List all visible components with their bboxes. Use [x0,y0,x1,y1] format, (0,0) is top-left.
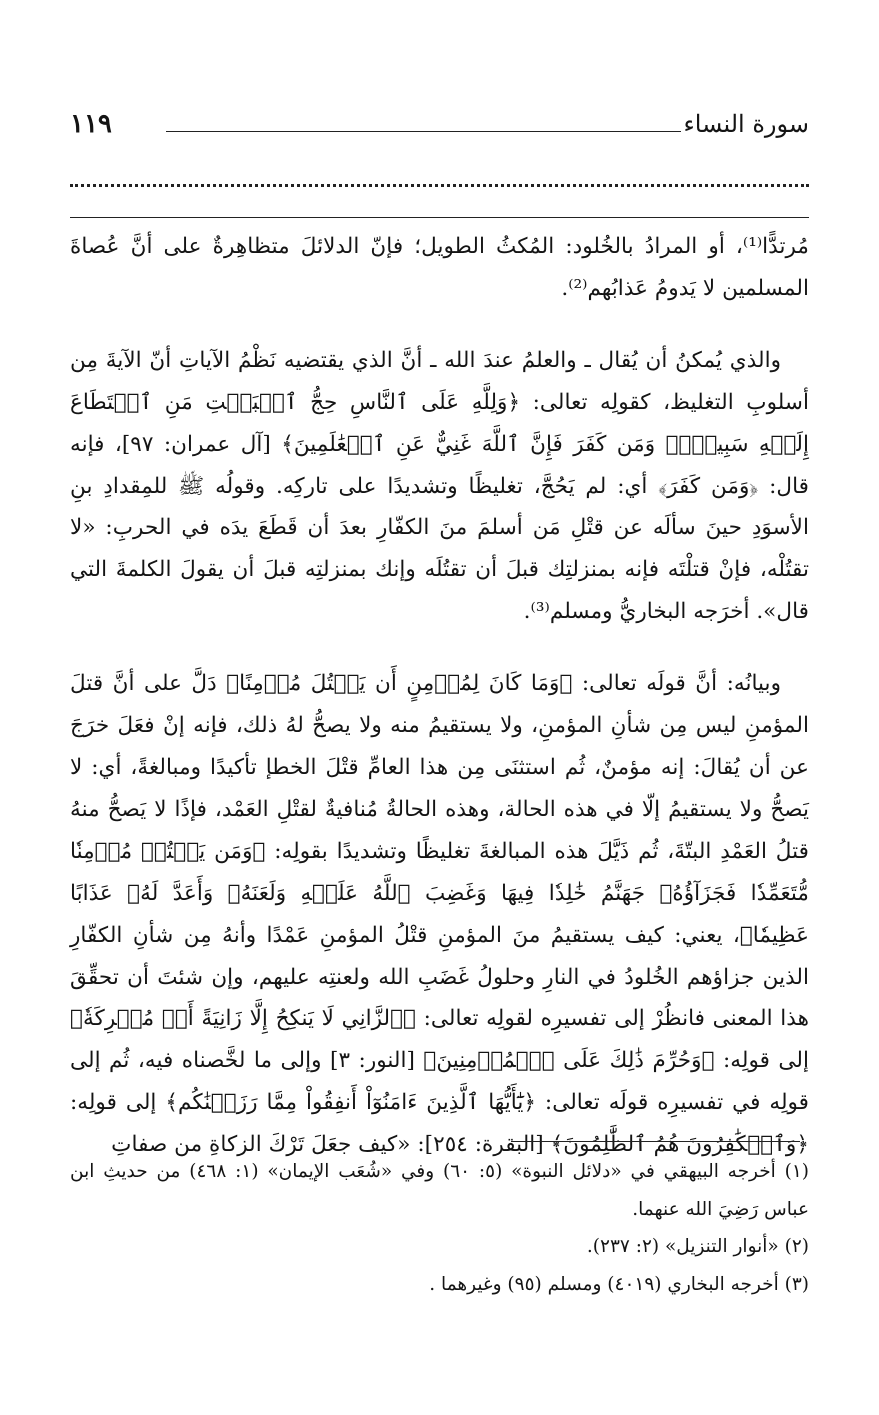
footnote-3: (٣) أخرجه البخاري (٤٠١٩) ومسلم (٩٥) وغيرهما . [429,1273,809,1295]
footnote-1: (١) أخرجه البيهقي في «دلائل النبوة» (٥: ٦٠) وفي «شُعَب الإيمان» (١: ٤٦٨) من حديثِ ابن عباس رَضِيَ الله عنهما. [70,1161,809,1220]
footnote-rule [511,1141,800,1142]
main-text [70,226,809,1166]
top-rule [70,217,809,218]
dotted-separator [70,184,809,187]
header-rule [166,131,681,132]
surah-title: سورة النساء [683,110,809,138]
paragraph-3: وبيانُه: أنَّ قولَه تعالى: ﴿وَمَا كَانَ لِمُؤۡمِنٍ أَن يَقۡتُلَ مُؤۡمِنًا﴾ دَلَّ على أنَّ قتلَ المؤمنِ ليس مِن شأنِ المؤمنِ، ولا يستقيمُ منه ولا يصحُّ لهُ ذلك، فإنه إنْ فعَلَ خرَجَ عن أن يُقالَ: إنه مؤمنٌ، ثُم استثنَى مِن هذا العامِّ قتْلَ الخطإ تأكيدًا ومبالغةً، أي: لا يَصحُّ ولا يستقيمُ إلّا في هذه الحالة، وهذه الحالةُ مُنافيةٌ لقتْلِ العَمْد، فإذًا لا يَصحُّ منهُ قتلُ العَمْدِ البتّةَ، ثُم ذَيَّلَ هذه المبالغةَ تغليظًا وتشديدًا بقولِه: ﴿وَمَن يَقۡتُلۡ مُؤۡمِنٗا مُّتَعَمِّدٗا فَجَزَآؤُهُۥ جَهَنَّمُ خَٰلِدٗا فِيهَا وَغَضِبَ ٱللَّهُ عَلَيۡهِ وَلَعَنَهُۥ وَأَعَدَّ لَهُۥ عَذَابًا عَظِيمٗا﴾، يعني: كيف يستقيمُ منَ المؤمنِ قتْلُ المؤمنِ عَمْدًا وأنهُ مِن شأنِ الكفّارِ الذين جزاؤهم الخُلودُ في النارِ وحلولُ غَضَبِ الله ولعنتِه عليهم، وإن شئتَ أن تحقِّقَ هذا المعنى فانظُرْ إلى تفسيرِه لقولِه تعالى: ﴿ٱلزَّانِي لَا يَنكِحُ إِلَّا زَانِيَةً أَوۡ مُشۡرِكَةٗ﴾ إلى قولِه: ﴿وَحُرِّمَ ذَٰلِكَ عَلَى ٱلۡمُؤۡمِنِينَ﴾ [النور: ٣] وإلى ما لخَّصناه فيه، ثُم إلى قولِه في تفسيرِه قولَه تعالى: ﴿يَٰٓأَيُّهَا ٱلَّذِينَ ءَامَنُوٓاْ أَنفِقُواْ مِمَّا رَزَقۡنَٰكُم﴾ إلى قولِه: ﴿وَٱلۡكَٰفِرُونَ هُمُ ٱلظَّٰلِمُونَ﴾ [البقرة: ٢٥٤]: «كيف جعَلَ تَرْكَ الزكاةِ من صفاتِ [70,671,809,1158]
paragraph-2: والذي يُمكنُ أن يُقال ـ والعلمُ عندَ الله ـ أنَّ الذي يقتضيه نَظْمُ الآياتِ أنّ الآيةَ مِن أسلوبِ التغليظ، كقولِه تعالى: ﴿وَلِلَّهِ عَلَى ٱلنَّاسِ حِجُّ ٱلۡبَيۡتِ مَنِ ٱسۡتَطَاعَ إِلَيۡهِ سَبِيلٗاۚ وَمَن كَفَرَ فَإِنَّ ٱللَّهَ غَنِيٌّ عَنِ ٱلۡعَٰلَمِينَ﴾ [آل عمران: ٩٧]، فإنه قال: ﴿وَمَن كَفَرَ﴾ أي: لم يَحُجَّ، تغليظًا وتشديدًا على تاركِه. وقولُه ﷺ للمِقدادِ بنِ الأسوَدِ حينَ سألَه عن قتْلِ مَن أسلمَ منَ الكفّارِ بعدَ أن قَطَعَ يدَه في الحربِ: «لا تقتُلْه، فإنْ قتلْتَه فإنه بمنزلتِك قبلَ أن تقتُلَه وإنك بمنزلتِه قبلَ أن يقولَ الكلمةَ التي قال». أخرَجه البخاريُّ ومسلم⁽³⁾. [70,347,810,625]
page-number: ١١٩ [70,109,112,139]
paragraph-1: مُرتدًّا⁽¹⁾، أو المرادُ بالخُلود: المُكثُ الطويل؛ فإنّ الدلائلَ متظاهِرةٌ على أنَّ عُصاةَ المسلمين لا يَدومُ عَذابُهم⁽²⁾. [70,234,809,301]
footnotes [70,1153,809,1303]
running-header [70,104,809,144]
footnote-2: (٢) «أنوار التنزيل» (٢: ٢٣٧). [586,1236,809,1258]
